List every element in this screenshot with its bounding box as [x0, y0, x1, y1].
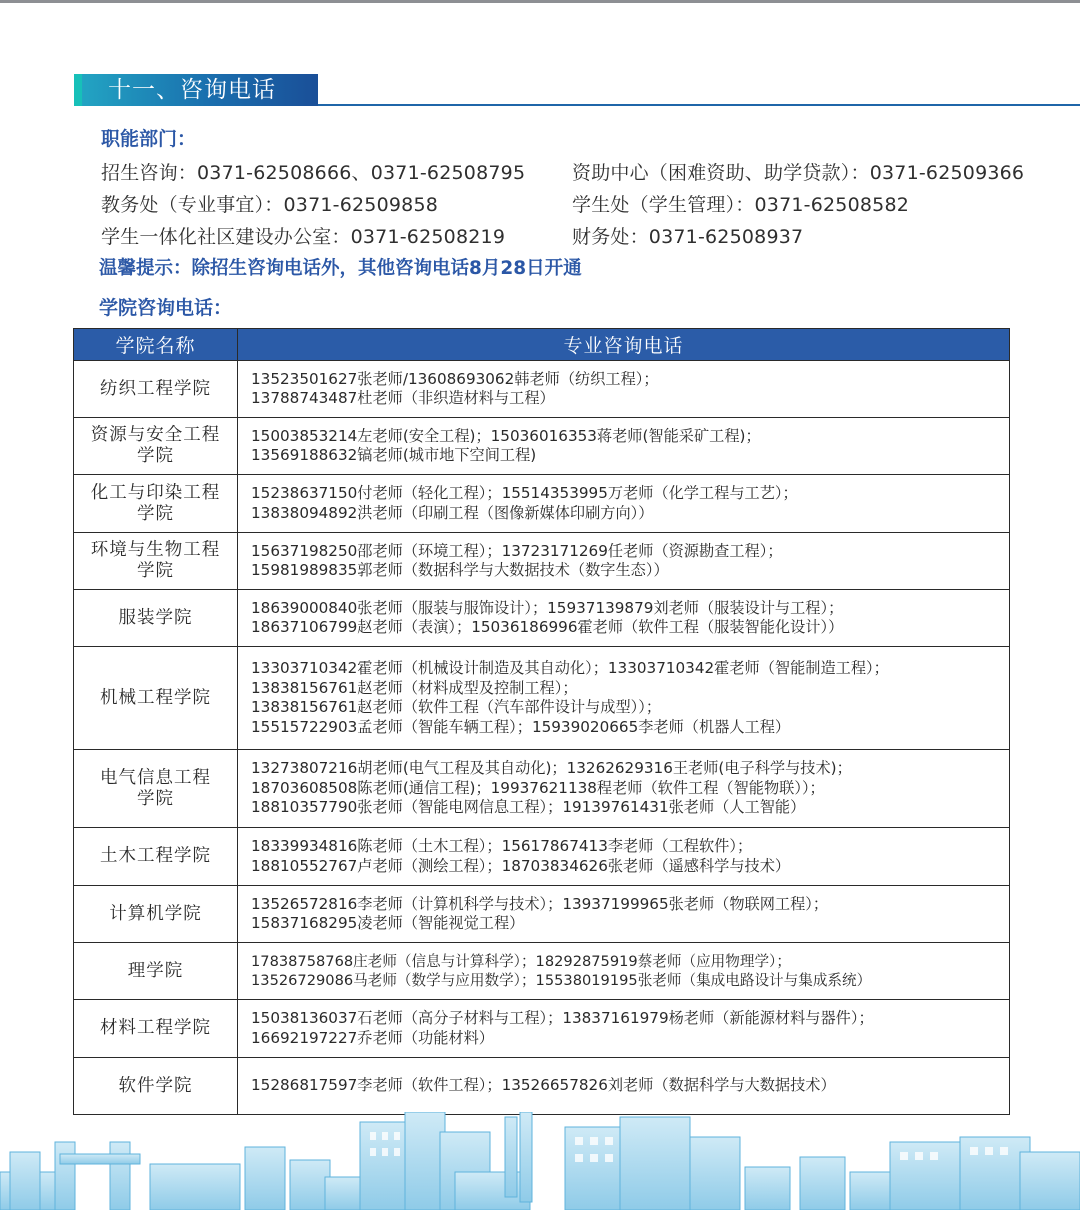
table-row: [74, 828, 1010, 886]
college-heading: 学院咨询电话：: [99, 297, 233, 319]
dept-academic-affairs: 教务处（专业事宜）：0371-62509858: [101, 194, 439, 216]
college-name: 资源与安全工程 学院: [74, 418, 238, 475]
table-row: [74, 361, 1010, 418]
college-name: 材料工程学院: [74, 1000, 238, 1058]
college-phones: 13273807216胡老师(电气工程及其自动化)；13262629316王老师(电子科学与技术)； 18703608508陈老师(通信工程)；19937621138程老师（软件工程（智能物联））； 18810357790张老师（智能电网信息工程）；19139761431张老师（人工智能）: [238, 750, 1010, 828]
college-phones: 13526572816李老师（计算机科学与技术）；13937199965张老师（物联网工程）； 15837168295凌老师（智能视觉工程）: [238, 886, 1010, 943]
college-name: 纺织工程学院: [74, 361, 238, 418]
top-rule: [0, 0, 1080, 3]
warm-tip: 温馨提示：除招生咨询电话外，其他咨询电话8月28日开通: [99, 258, 582, 279]
college-phones: 18339934816陈老师（土木工程）；15617867413李老师（工程软件）； 18810552767卢老师（测绘工程）；18703834626张老师（遥感科学与技术）: [238, 828, 1010, 886]
table-row: [74, 418, 1010, 475]
dept-community-office: 学生一体化社区建设办公室：0371-62508219: [101, 226, 506, 248]
dept-finance: 财务处：0371-62508937: [572, 226, 804, 248]
table-row: [74, 943, 1010, 1000]
dept-financial-aid: 资助中心（困难资助、助学贷款）：0371-62509366: [572, 162, 1025, 184]
table-row: [74, 750, 1010, 828]
college-name: 服装学院: [74, 590, 238, 647]
table-row: [74, 1058, 1010, 1115]
college-phones: 18639000840张老师（服装与服饰设计）；15937139879刘老师（服装设计与工程）； 18637106799赵老师（表演）；15036186996霍老师（软件工程（服装智能化设计））: [238, 590, 1010, 647]
table-row: [74, 1000, 1010, 1058]
table-header-row: [74, 329, 1010, 361]
section-header: [74, 74, 318, 106]
header-college-name: 学院名称: [74, 329, 238, 361]
college-phones: 17838758768庄老师（信息与计算科学）；18292875919蔡老师（应用物理学）； 13526729086马老师（数学与应用数学）；15538019195张老师（集成电路设计与集成系统）: [238, 943, 1010, 1000]
departments-heading: 职能部门：: [101, 128, 197, 150]
table-row: [74, 590, 1010, 647]
header-rule: [318, 104, 1080, 106]
dept-admissions: 招生咨询：0371-62508666、0371-62508795: [101, 162, 526, 184]
section-header-accent: [74, 74, 82, 106]
table-row: [74, 886, 1010, 943]
table-row: [74, 475, 1010, 533]
college-name: 土木工程学院: [74, 828, 238, 886]
dept-student-affairs: 学生处（学生管理）：0371-62508582: [572, 194, 910, 216]
section-title: 十一、咨询电话: [108, 77, 276, 103]
header-phones: 专业咨询电话: [238, 329, 1010, 361]
college-phones: 15286817597李老师（软件工程）；13526657826刘老师（数据科学与大数据技术）: [238, 1058, 1010, 1115]
college-name: 环境与生物工程 学院: [74, 533, 238, 590]
college-phones: 13303710342霍老师（机械设计制造及其自动化）；13303710342霍老师（智能制造工程）； 13838156761赵老师（材料成型及控制工程）； 13838156761赵老师（软件工程（汽车部件设计与成型））； 15515722903孟老师（智能车辆工程）；15939020665李老师（机器人工程）: [238, 647, 1010, 750]
college-name: 理学院: [74, 943, 238, 1000]
college-phones: 15003853214左老师(安全工程)；15036016353蒋老师(智能采矿工程)； 13569188632镐老师(城市地下空间工程): [238, 418, 1010, 475]
college-phones: 15238637150付老师（轻化工程）；15514353995万老师（化学工程与工艺）； 13838094892洪老师（印刷工程（图像新媒体印刷方向））: [238, 475, 1010, 533]
table-row: [74, 647, 1010, 750]
college-phone-table: [73, 328, 1009, 1115]
college-name: 电气信息工程 学院: [74, 750, 238, 828]
college-name: 软件学院: [74, 1058, 238, 1115]
table-row: [74, 533, 1010, 590]
college-name: 计算机学院: [74, 886, 238, 943]
college-phones: 15038136037石老师（高分子材料与工程）；13837161979杨老师（新能源材料与器件）； 16692197227乔老师（功能材料）: [238, 1000, 1010, 1058]
college-name: 机械工程学院: [74, 647, 238, 750]
college-phones: 13523501627张老师/13608693062韩老师（纺织工程）； 13788743487杜老师（非织造材料与工程）: [238, 361, 1010, 418]
college-name: 化工与印染工程 学院: [74, 475, 238, 533]
college-phones: 15637198250邵老师（环境工程）；13723171269任老师（资源勘查工程）； 15981989835郭老师（数据科学与大数据技术（数字生态））: [238, 533, 1010, 590]
city-skyline-illustration: [0, 1112, 1080, 1210]
